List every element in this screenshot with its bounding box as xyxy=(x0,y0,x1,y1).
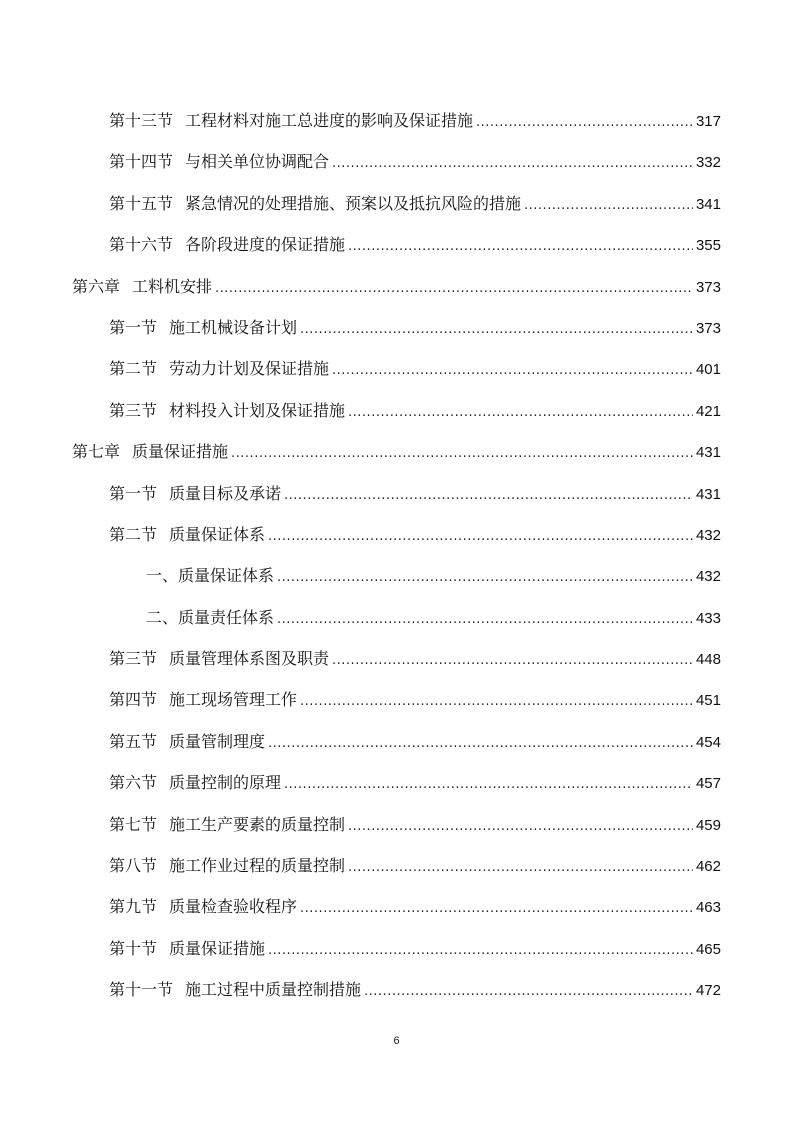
toc-entry-page: 457 xyxy=(695,775,721,793)
toc-entry-page: 373 xyxy=(695,319,721,337)
toc-entry-title: 工料机安排 xyxy=(132,276,213,296)
toc-entry-label xyxy=(72,431,228,472)
toc-entry-title: 质量目标及承诺 xyxy=(169,483,282,503)
toc-entry-number: 第六章 xyxy=(72,276,121,296)
toc-entry-number: 第八节 xyxy=(109,856,158,876)
toc-entry[interactable] xyxy=(0,514,793,555)
toc-dot-leader xyxy=(348,806,693,847)
toc-entry-page: 454 xyxy=(695,733,721,751)
toc-entry-number: 第九节 xyxy=(109,897,158,917)
table-of-contents xyxy=(0,100,793,1011)
toc-entry-page: 401 xyxy=(695,361,721,379)
toc-dot-leader xyxy=(277,599,693,640)
toc-entry-title: 工程材料对施工总进度的影响及保证措施 xyxy=(185,111,474,130)
toc-entry-number: 第十六节 xyxy=(109,235,174,255)
toc-entry[interactable] xyxy=(0,679,793,720)
toc-dot-leader xyxy=(332,640,693,681)
toc-entry-label xyxy=(109,804,345,845)
toc-entry[interactable] xyxy=(0,348,793,389)
toc-entry-number: 第三节 xyxy=(109,649,158,669)
toc-entry-page: 448 xyxy=(695,651,721,669)
toc-entry-label xyxy=(109,183,521,224)
toc-entry-number: 第五节 xyxy=(109,731,158,751)
toc-entry-label xyxy=(72,266,212,307)
toc-entry-title: 劳动力计划及保证措施 xyxy=(169,359,330,379)
toc-entry-page: 421 xyxy=(695,402,721,420)
toc-entry-page: 373 xyxy=(695,278,721,296)
toc-entry-number: 第七章 xyxy=(72,442,121,462)
toc-dot-leader xyxy=(364,971,693,1012)
toc-entry[interactable] xyxy=(0,183,793,224)
toc-entry[interactable] xyxy=(0,473,793,514)
toc-entry-label xyxy=(109,307,297,348)
toc-dot-leader xyxy=(215,268,693,309)
toc-entry-page: 433 xyxy=(695,609,721,627)
toc-entry-page: 431 xyxy=(695,444,721,462)
toc-entry-page: 459 xyxy=(695,816,721,834)
toc-entry-title: 质量保证体系 xyxy=(169,524,266,544)
toc-entry-label xyxy=(109,721,265,762)
toc-entry-label xyxy=(109,390,345,431)
toc-entry-number: 第二节 xyxy=(109,524,158,544)
toc-entry-label xyxy=(146,555,274,596)
toc-entry-number: 第三节 xyxy=(109,400,158,420)
toc-dot-leader xyxy=(284,764,693,805)
toc-dot-leader xyxy=(300,309,693,350)
toc-chapter-entry[interactable] xyxy=(0,266,793,307)
toc-entry-title: 一、质量保证体系 xyxy=(146,566,275,586)
toc-dot-leader xyxy=(476,102,693,143)
toc-entry-number: 第六节 xyxy=(109,773,158,793)
toc-entry-label xyxy=(109,928,265,969)
toc-entry-page: 355 xyxy=(695,237,721,255)
toc-entry-page: 451 xyxy=(695,692,721,710)
toc-dot-leader xyxy=(284,475,693,516)
toc-entry[interactable] xyxy=(0,804,793,845)
toc-entry[interactable] xyxy=(0,928,793,969)
toc-entry-title: 质量管制理度 xyxy=(169,731,266,751)
toc-dot-leader xyxy=(348,847,693,888)
toc-entry[interactable] xyxy=(0,390,793,431)
toc-entry-title: 紧急情况的处理措施、预案以及抵抗风险的措施 xyxy=(185,193,522,213)
toc-entry-title: 各阶段进度的保证措施 xyxy=(185,235,346,255)
toc-entry[interactable] xyxy=(0,307,793,348)
toc-entry-number: 第一节 xyxy=(109,317,158,337)
toc-entry-label xyxy=(109,224,345,265)
toc-entry[interactable] xyxy=(0,100,793,141)
toc-dot-leader xyxy=(300,888,693,929)
toc-entry-title: 施工作业过程的质量控制 xyxy=(169,856,346,876)
toc-entry-number: 第四节 xyxy=(109,690,158,710)
toc-entry-label xyxy=(109,969,361,1010)
toc-dot-leader xyxy=(348,392,693,433)
toc-entry-label xyxy=(109,348,329,389)
toc-entry-title: 质量检查验收程序 xyxy=(169,897,298,917)
toc-dot-leader xyxy=(300,681,693,722)
toc-entry-number: 第二节 xyxy=(109,359,158,379)
toc-entry-number: 第十节 xyxy=(109,938,158,958)
toc-entry-title: 施工现场管理工作 xyxy=(169,690,298,710)
toc-entry-title: 施工机械设备计划 xyxy=(169,317,298,337)
toc-dot-leader xyxy=(332,143,693,184)
toc-subentry[interactable] xyxy=(0,555,793,596)
toc-entry-page: 463 xyxy=(695,899,721,917)
toc-entry-title: 二、质量责任体系 xyxy=(146,607,275,627)
toc-entry-title: 质量保证措施 xyxy=(132,442,229,462)
toc-entry[interactable] xyxy=(0,845,793,886)
toc-entry-number: 第十三节 xyxy=(109,111,174,130)
toc-entry-page: 431 xyxy=(695,485,721,503)
toc-entry-label xyxy=(109,845,345,886)
toc-entry-title: 与相关单位协调配合 xyxy=(185,152,330,172)
toc-dot-leader xyxy=(348,226,693,267)
page-number: 6 xyxy=(393,1035,400,1047)
toc-entry-page: 462 xyxy=(695,858,721,876)
toc-entry[interactable] xyxy=(0,721,793,762)
toc-entry-title: 施工过程中质量控制措施 xyxy=(185,980,362,1000)
toc-entry-page: 332 xyxy=(695,154,721,172)
toc-entry-label xyxy=(109,886,297,927)
toc-entry-page: 472 xyxy=(695,982,721,1000)
toc-entry-page: 317 xyxy=(695,113,721,130)
toc-entry-title: 质量控制的原理 xyxy=(169,773,282,793)
toc-entry-number: 第十四节 xyxy=(109,152,174,172)
toc-chapter-entry[interactable] xyxy=(0,431,793,472)
toc-entry-page: 341 xyxy=(695,195,721,213)
toc-entry-label xyxy=(109,638,329,679)
toc-dot-leader xyxy=(231,433,693,474)
toc-dot-leader xyxy=(277,557,693,598)
toc-entry-title: 材料投入计划及保证措施 xyxy=(169,400,346,420)
toc-entry[interactable] xyxy=(0,224,793,265)
toc-entry[interactable] xyxy=(0,638,793,679)
toc-entry-number: 第一节 xyxy=(109,483,158,503)
toc-entry[interactable] xyxy=(0,886,793,927)
toc-entry-label xyxy=(109,514,265,555)
toc-entry-title: 施工生产要素的质量控制 xyxy=(169,814,346,834)
toc-entry-number: 第七节 xyxy=(109,814,158,834)
toc-entry-label xyxy=(109,762,281,803)
toc-entry-page: 465 xyxy=(695,940,721,958)
toc-entry-number: 第十一节 xyxy=(109,980,174,1000)
toc-entry-label xyxy=(109,679,297,720)
toc-subentry[interactable] xyxy=(0,597,793,638)
toc-entry-title: 质量保证措施 xyxy=(169,938,266,958)
toc-entry-page: 432 xyxy=(695,568,721,586)
toc-dot-leader xyxy=(332,350,693,391)
toc-dot-leader xyxy=(268,930,693,971)
toc-entry-page: 432 xyxy=(695,526,721,544)
toc-dot-leader xyxy=(268,723,693,764)
toc-dot-leader xyxy=(268,516,693,557)
toc-entry[interactable] xyxy=(0,969,793,1010)
toc-dot-leader xyxy=(524,185,693,226)
toc-entry-label xyxy=(109,141,329,182)
toc-entry-number: 第十五节 xyxy=(109,193,174,213)
toc-entry-label xyxy=(109,100,473,141)
toc-entry-title: 质量管理体系图及职责 xyxy=(169,649,330,669)
toc-entry[interactable] xyxy=(0,762,793,803)
toc-entry[interactable] xyxy=(0,141,793,182)
toc-entry-label xyxy=(146,597,274,638)
toc-entry-label xyxy=(109,473,281,514)
